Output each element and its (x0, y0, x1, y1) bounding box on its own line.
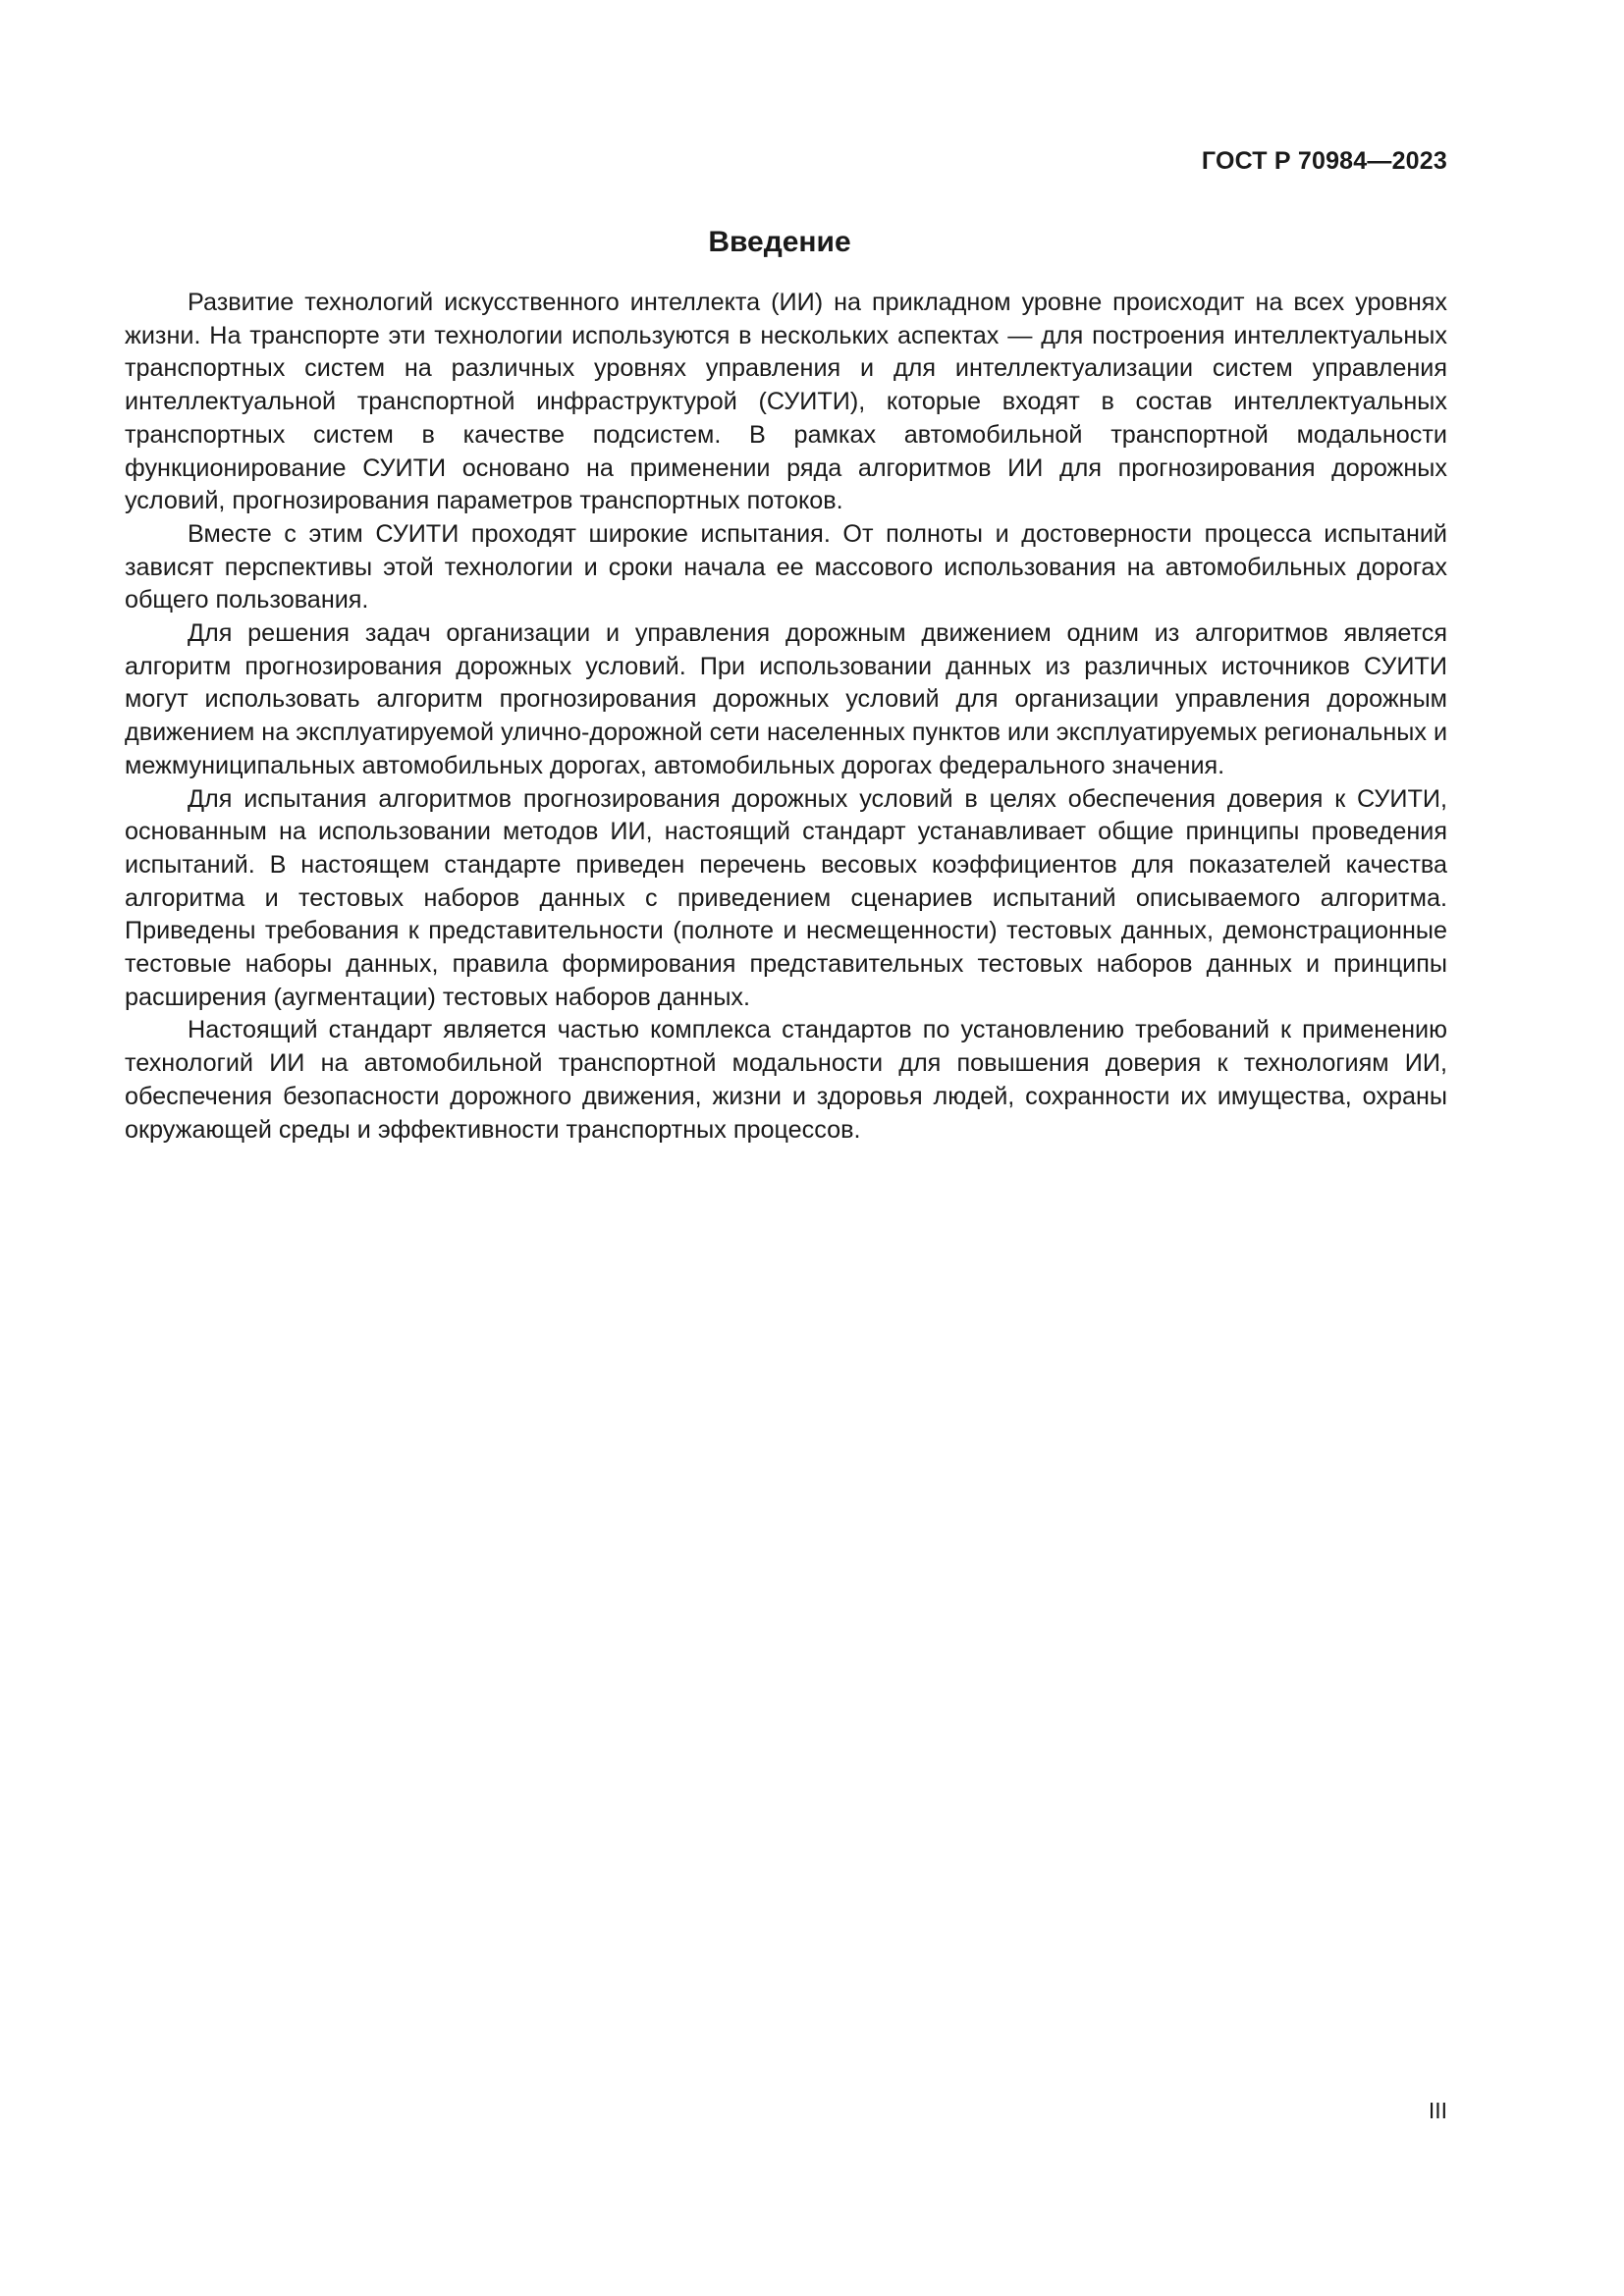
paragraph: Вместе с этим СУИТИ проходят широкие испытания. От полноты и достоверности процесса испытаний зависят перспективы этой технологии и сроки начала ее массового использования на автомобильных дорогах общего пользования. (125, 519, 1447, 614)
page-number: III (1428, 2098, 1447, 2123)
section-title: Введение (708, 226, 851, 258)
paragraph: Для испытания алгоритмов прогнозирования дорожных условий в целях обеспечения доверия к СУИТИ, основанным на использовании методов ИИ, настоящий стандарт устанавливает общие принципы проведения испытаний. В настоящем стандарте приведен перечень весовых коэффициентов для показателей качества алгоритма и тестовых наборов данных с приведением сценариев испытаний описываемого алгоритма. Приведены требования к представительности (полноте и несмещенности) тестовых данных, демонстрационные тестовые наборы данных, правила формирования представительных тестовых наборов данных и принципы расширения (аугментации) тестовых наборов данных. (125, 784, 1447, 1011)
paragraph: Настоящий стандарт является частью комплекса стандартов по установлению требований к применению технологий ИИ на автомобильной транспортной модальности для повышения доверия к технологиям ИИ, обеспечения безопасности дорожного движения, жизни и здоровья людей, сохранности их имущества, охраны окружающей среды и эффективности транспортных процессов. (125, 1016, 1447, 1144)
paragraph: Развитие технологий искусственного интеллекта (ИИ) на прикладном уровне происходит на всех уровнях жизни. На транспорте эти технологии используются в нескольких аспектах — для построения интеллектуальных транспортных систем на различных уровнях управления и для интеллектуализации систем управления интеллектуальной транспортной инфраструктурой (СУИТИ), которые входят в состав интеллектуальных транспортных систем в качестве подсистем. В рамках автомобильной транспортной модальности функционирование СУИТИ основано на применении ряда алгоритмов ИИ для прогнозирования дорожных условий, прогнозирования параметров транспортных потоков. (125, 289, 1447, 515)
section-body (125, 287, 1447, 1147)
paragraph: Для решения задач организации и управления дорожным движением одним из алгоритмов является алгоритм прогнозирования дорожных условий. При использовании данных из различных источников СУИТИ могут использовать алгоритм прогнозирования дорожных условий для организации управления дорожным движением на эксплуатируемой улично-дорожной сети населенных пунктов или эксплуатируемых региональных и межмуниципальных автомобильных дорогах, автомобильных дорогах федерального значения. (125, 619, 1448, 779)
document-code: ГОСТ Р 70984—2023 (1201, 147, 1447, 175)
